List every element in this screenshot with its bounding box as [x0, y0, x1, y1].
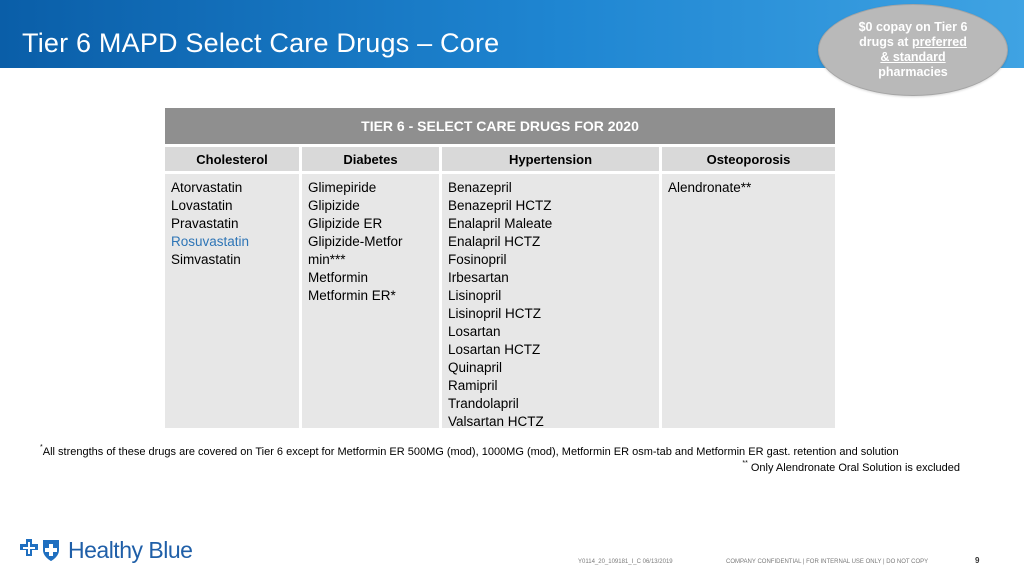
drug-item: Metformin ER*	[308, 288, 396, 303]
drug-item: Lovastatin	[171, 198, 233, 213]
drug-item: Metformin	[308, 270, 369, 285]
slide-title: Tier 6 MAPD Select Care Drugs – Core	[22, 28, 500, 58]
drug-item: Ramipril	[448, 378, 498, 393]
table-header: TIER 6 - SELECT CARE DRUGS FOR 2020	[165, 108, 835, 144]
column-hypertension	[442, 147, 659, 428]
drug-item: Enalapril HCTZ	[448, 234, 541, 249]
drug-item: Trandolapril	[448, 396, 519, 411]
column-header: Hypertension	[442, 147, 659, 171]
copay-callout	[818, 4, 1008, 96]
select-care-drug-table	[165, 108, 835, 428]
drug-item-link[interactable]: Rosuvastatin	[171, 234, 250, 249]
drug-item: Fosinopril	[448, 252, 507, 267]
drug-item: Quinapril	[448, 360, 503, 375]
cross-shield-icon	[18, 538, 62, 564]
column-header: Cholesterol	[165, 147, 299, 171]
drug-item: Benazepril HCTZ	[448, 198, 552, 213]
drug-item: Glipizide ER	[308, 216, 383, 231]
drug-item: Losartan	[448, 324, 501, 339]
drug-item: Pravastatin	[171, 216, 239, 231]
callout-preferred: preferred	[911, 35, 967, 49]
column-body	[442, 174, 659, 428]
brand-logo	[18, 537, 192, 564]
column-body	[302, 174, 439, 428]
callout-standard: & standard	[880, 50, 946, 64]
column-body	[165, 174, 299, 428]
drug-item: Atorvastatin	[171, 180, 243, 195]
drug-item: Glimepiride	[308, 180, 377, 195]
callout-line4: pharmacies	[878, 65, 948, 79]
callout-line2: drugs at	[859, 35, 912, 49]
page-number: 9	[975, 556, 980, 565]
column-cholesterol	[165, 147, 299, 428]
drug-item: Simvastatin	[171, 252, 241, 267]
drug-item: Losartan HCTZ	[448, 342, 541, 357]
column-header: Osteoporosis	[662, 147, 835, 171]
callout-line1: $0 copay on Tier 6	[858, 20, 968, 34]
drug-item: Glipizide-Metformin***	[308, 234, 403, 267]
column-header: Diabetes	[302, 147, 439, 171]
table-columns	[165, 147, 835, 428]
footer-confidential: COMPANY CONFIDENTIAL | FOR INTERNAL USE ONLY | DO NOT COPY	[726, 559, 929, 565]
footnote-marker: *	[40, 444, 43, 451]
column-body	[662, 174, 835, 428]
drug-item: Benazepril	[448, 180, 512, 195]
drug-item: Lisinopril	[448, 288, 502, 303]
footnote-alendronate	[742, 462, 960, 474]
drug-item: Irbesartan	[448, 270, 509, 285]
footnote-marker: **	[742, 460, 748, 467]
brand-name: Healthy Blue	[68, 537, 193, 563]
footer-document-id: Y0114_20_109181_I_C 06/13/2019	[578, 559, 673, 565]
footnote-strengths	[40, 446, 899, 458]
drug-item: Lisinopril HCTZ	[448, 306, 542, 321]
footnote-text: All strengths of these drugs are covered on Tier 6 except for Metformin ER 500MG (mod), 1000MG (mod), Metformin ER osm-tab and Metformin ER gast. retention and solution	[42, 446, 899, 458]
drug-item: Valsartan HCTZ	[448, 414, 544, 429]
copay-callout-text	[853, 20, 973, 80]
column-osteoporosis	[662, 147, 835, 428]
drug-item: Glipizide	[308, 198, 360, 213]
footnote-text: Only Alendronate Oral Solution is excluded	[747, 462, 960, 474]
column-diabetes	[302, 147, 439, 428]
drug-item: Enalapril Maleate	[448, 216, 553, 231]
drug-item: Alendronate**	[668, 180, 752, 195]
